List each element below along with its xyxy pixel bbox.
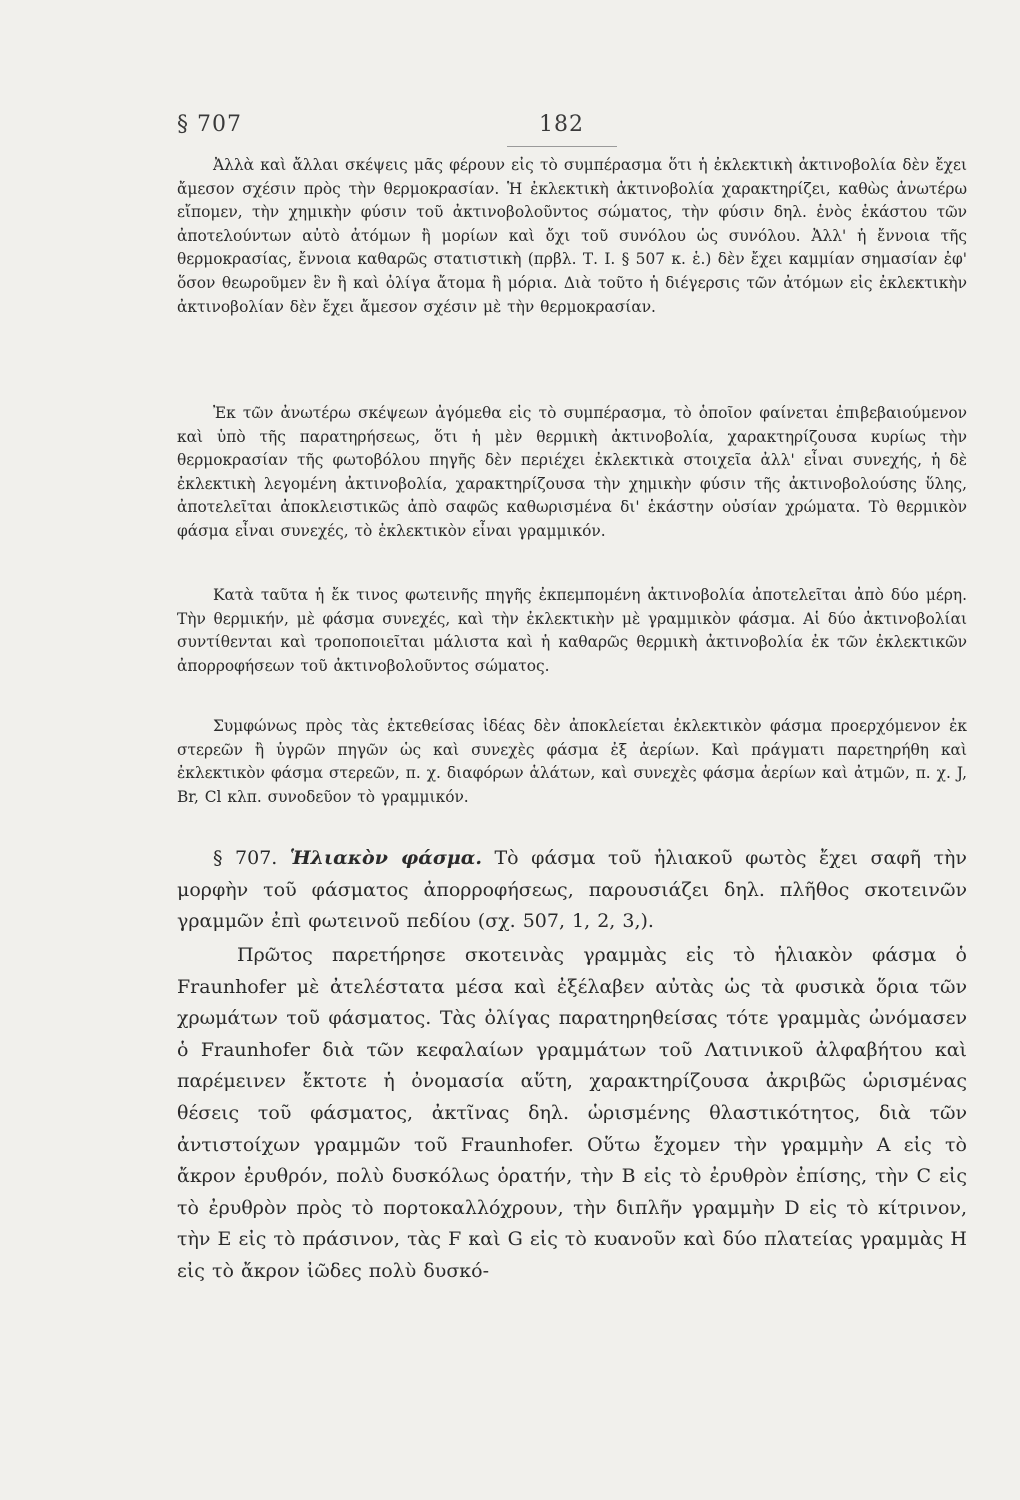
paragraph-4: Συμφώνως πρὸς τὰς ἐκτεθείσας ἰδέας δὲν ἀποκλείεται ἐκλεκτικὸν φάσμα προερχόμενον ἐκ στερεῶν ἢ ὑγρῶν πηγῶν ὡς καὶ συνεχὲς φάσμα ἐξ ἀερίων. Καὶ πράγματι παρετηρήθη καὶ ἐκλεκτικὸν φάσμα στερεῶν, π. χ. διαφόρων ἁλάτων, καὶ συνεχὲς φάσμα ἀερίων καὶ ἀτμῶν, π. χ. J, Br, Cl κλπ. συνοδεῦον τὸ γραμμικόν. — [177, 717, 967, 806]
paragraph-3: Κατὰ ταῦτα ἡ ἔκ τινος φωτεινῆς πηγῆς ἐκπεμπομένη ἀκτινοβολία ἀποτελεῖται ἀπὸ δύο μέρη. Τὴν θερμικήν, μὲ φάσμα συνεχές, καὶ τὴν ἐκλεκτικὴν μὲ γραμμικὸν φάσμα. Αἱ δύο ἀκτινοβολίαι συντίθενται καὶ τροποποιεῖται μάλιστα καὶ ἡ καθαρῶς θερμικὴ ἀκτινοβολία ἐκ τῶν ἐκλεκτικῶν ἀπορροφήσεων τοῦ ἀκτινοβολοῦντος σώματος. — [177, 586, 967, 675]
paragraph-1: Ἀλλὰ καὶ ἄλλαι σκέψεις μᾶς φέρουν εἰς τὸ συμπέρασμα ὅτι ἡ ἐκλεκτικὴ ἀκτινοβολία δὲν ἔχει ἄμεσον σχέσιν πρὸς τὴν θερμοκρασίαν. Ἡ ἐκλεκτικὴ ἀκτινοβολία χαρακτηρίζει, καθὼς ἀνωτέρω εἴπομεν, τὴν χημικὴν φύσιν τοῦ ἀκτινοβολοῦντος σώματος, τὴν φύσιν δηλ. ἑνὸς ἑκάστου τῶν ἀποτελούντων αὐτὸ ἀτόμων ἢ μορίων καὶ ὄχι τοῦ συνόλου ὡς συνόλου. Ἀλλ' ἡ ἔννοια τῆς θερμοκρασίας, ἔννοια καθαρῶς στατιστικὴ (πρβλ. Τ. Ι. § 507 κ. ἑ.) δὲν ἔχει καμμίαν σημασίαν ἐφ' ὅσον θεωροῦμεν ἓν ἢ καὶ ὀλίγα ἄτομα ἢ μόρια. Διὰ τοῦτο ἡ διέγερσις τῶν ἀτόμων εἰς ἐκλεκτικὴν ἀκτινοβολίαν δὲν ἔχει ἄμεσον σχέσιν μὲ τὴν θερμοκρασίαν. — [177, 156, 967, 316]
page-number: 182 — [539, 112, 584, 137]
section-paragraph — [177, 843, 967, 938]
paragraph-fraunhofer: Πρῶτος παρετήρησε σκοτεινὰς γραμμὰς εἰς τὸ ἡλιακὸν φάσμα ὁ Fraunhofer μὲ ἀτελέστατα μέσα καὶ ἐξέλαβεν αὐτὰς ὡς τὰ φυσικὰ ὅρια τῶν χρωμάτων τοῦ φάσματος. Τὰς ὀλίγας παρατηρηθείσας τότε γραμμὰς ὠνόμασεν ὁ Fraunhofer διὰ τῶν κεφαλαίων γραμμάτων τοῦ Λατινικοῦ ἀλφαβήτου καὶ παρέμεινεν ἔκτοτε ἡ ὀνομασία αὕτη, χαρακτηρίζουσα ἀκριβῶς ὡρισμένας θέσεις τοῦ φάσματος, ἀκτῖνας δηλ. ὡρισμένης θλαστικότητος, διὰ τῶν ἀντιστοίχων γραμμῶν τοῦ Fraunhofer. Οὕτω ἔχομεν τὴν γραμμὴν A εἰς τὸ ἄκρον ἐρυθρόν, πολὺ δυσκόλως ὁρατήν, τὴν B εἰς τὸ ἐρυθρὸν ἐπίσης, τὴν C εἰς τὸ ἐρυθρὸν πρὸς τὸ πορτοκαλλόχρουν, τὴν διπλῆν γραμμὴν D εἰς τὸ κίτρινον, τὴν E εἰς τὸ πράσινον, τὰς F καὶ G εἰς τὸ κυανοῦν καὶ δύο πλατείας γραμμὰς H εἰς τὸ ἄκρον ἰῶδες πολὺ δυσκό- — [177, 944, 967, 1282]
section-text: Τὸ φάσμα τοῦ ἡλιακοῦ φωτὸς ἔχει σαφῆ τὴν μορφὴν τοῦ φάσματος ἀπορροφήσεως, παρουσιάζει δηλ. πλῆθος σκοτεινῶν γραμμῶν ἐπὶ φωτεινοῦ πεδίου (σχ. 507, 1, 2, 3,). — [177, 847, 967, 933]
page-header — [177, 112, 967, 148]
section-title: Ἡλιακὸν φάσμα. — [289, 847, 482, 869]
header-rule — [507, 146, 617, 147]
header-section-ref: § 707 — [177, 112, 242, 137]
section-number: § 707. — [213, 847, 278, 869]
paragraph-2: Ἐκ τῶν ἀνωτέρω σκέψεων ἀγόμεθα εἰς τὸ συμπέρασμα, τὸ ὁποῖον φαίνεται ἐπιβεβαιούμενον καὶ ὑπὸ τῆς παρατηρήσεως, ὅτι ἡ μὲν θερμικὴ ἀκτινοβολία, χαρακτηρίζουσα κυρίως τὴν θερμοκρασίαν τῆς φωτοβόλου πηγῆς δὲν περιέχει ἐκλεκτικὰ στοιχεῖα ἀλλ' εἶναι συνεχής, ἡ δὲ ἐκλεκτικὴ λεγομένη ἀκτινοβολία, χαρακτηρίζουσα τὴν χημικὴν φύσιν τῆς ἀκτινοβολούσης ὕλης, ἀποτελεῖται ἀποκλειστικῶς ἀπὸ σαφῶς καθωρισμένα δι' ἑκάστην οὐσίαν χρώματα. Τὸ θερμικὸν φάσμα εἶναι συνεχές, τὸ ἐκλεκτικὸν εἶναι γραμμικόν. — [177, 404, 967, 540]
